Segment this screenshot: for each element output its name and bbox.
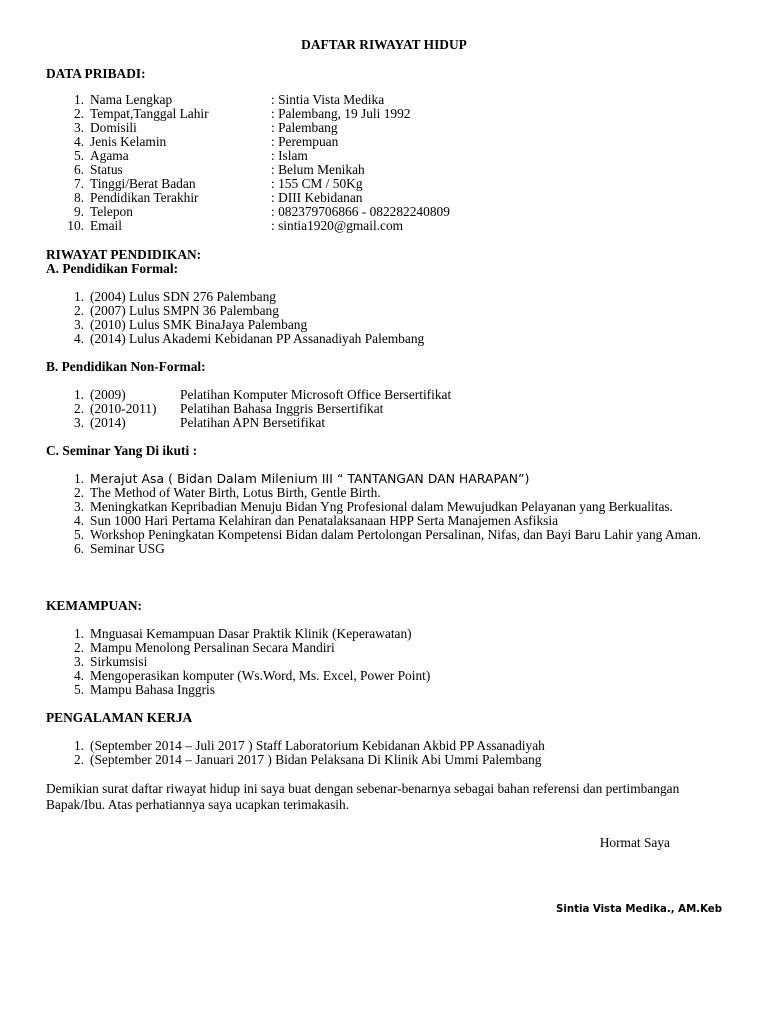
item-number: 3 .: [62, 318, 84, 332]
list-item: [46, 641, 430, 655]
field-label: Domisili: [90, 120, 137, 135]
list-item: [46, 739, 545, 753]
list-item: [46, 655, 430, 669]
item-text: Mampu Bahasa Inggris: [90, 682, 215, 697]
document-title: DAFTAR RIWAYAT HIDUP: [301, 37, 467, 52]
item-text: (2010) Lulus SMK BinaJaya Palembang: [90, 317, 308, 332]
item-number: 7 .: [62, 177, 84, 191]
item-number: 1 .: [62, 388, 84, 402]
item-text: Pelatihan APN Bersetifikat: [180, 415, 326, 430]
item-number: 8 .: [62, 191, 84, 205]
field-label: Pendidikan Terakhir: [90, 190, 199, 205]
formal-education-list: [46, 290, 424, 346]
item-text: Sun 1000 Hari Pertama Kelahiran dan Penatalaksanaan HPP Serta Manajemen Asfiksia: [90, 513, 559, 528]
item-number: 1 .: [62, 739, 84, 753]
pendidikan-formal-heading: A. Pendidikan Formal:: [46, 261, 179, 276]
field-label: Tinggi/Berat Badan: [90, 176, 196, 191]
field-label: Telepon: [90, 204, 133, 219]
field-value: : Palembang, 19 Juli 1992: [271, 106, 411, 121]
list-item: [46, 500, 702, 514]
list-item: [46, 107, 450, 121]
data-pribadi-heading: DATA PRIBADI:: [46, 66, 146, 81]
item-text: (September 2014 – Juli 2017 ) Staff Laboratorium Kebidanan Akbid PP Assanadiyah: [90, 738, 545, 753]
list-item: [46, 753, 545, 767]
item-number: 5 .: [62, 528, 84, 542]
closing-paragraph: Demikian surat daftar riwayat hidup ini saya buat dengan sebenar-benarnya sebagai bahan referensi dan pertimbangan Bapak/Ibu. Atas perhatiannya saya ucapkan terimakasih.: [46, 781, 680, 812]
item-number: 2 .: [62, 641, 84, 655]
item-number: 3 .: [62, 121, 84, 135]
seminar-list: [46, 472, 758, 556]
list-item: [46, 304, 424, 318]
list-item: [46, 121, 450, 135]
item-text: The Method of Water Birth, Lotus Birth, Gentle Birth.: [90, 485, 381, 500]
list-item: [46, 177, 450, 191]
item-number: 4 .: [62, 332, 84, 346]
seminar-heading: C. Seminar Yang Di ikuti :: [46, 443, 198, 458]
item-number: 2 .: [62, 486, 84, 500]
item-text: Mengoperasikan komputer (Ws.Word, Ms. Excel, Power Point): [90, 668, 431, 683]
list-item: [46, 627, 430, 641]
item-year: (2010-2011): [90, 401, 157, 416]
list-item: [46, 528, 758, 542]
hormat-saya: Hormat Saya: [599, 835, 670, 850]
list-item: [46, 472, 758, 486]
item-number: 6 .: [62, 163, 84, 177]
field-value: : Belum Menikah: [271, 162, 365, 177]
riwayat-pendidikan-heading: RIWAYAT PENDIDIKAN:: [46, 247, 202, 262]
pendidikan-nonformal-heading: B. Pendidikan Non-Formal:: [46, 359, 206, 374]
item-text: Workshop Peningkatan Kompetensi Bidan dalam Pertolongan Persalinan, Nifas, dan Bayi Baru Lahir yang Aman.: [90, 527, 702, 542]
list-item: [46, 332, 424, 346]
list-item: [46, 93, 450, 107]
item-text: Merajut Asa ( Bidan Dalam Milenium III “ TANTANGAN DAN HARAPAN”): [90, 472, 530, 486]
list-item: [46, 135, 450, 149]
kemampuan-heading: KEMAMPUAN:: [46, 598, 142, 613]
item-number: 3 .: [62, 500, 84, 514]
item-number: 1 .: [62, 627, 84, 641]
item-number: 4 .: [62, 514, 84, 528]
list-item: [46, 416, 451, 430]
list-item: [46, 669, 430, 683]
list-item: [46, 163, 450, 177]
pengalaman-heading: PENGALAMAN KERJA: [46, 710, 193, 725]
field-value: : sintia1920@gmail.com: [271, 218, 404, 233]
list-item: [46, 219, 450, 233]
field-value: : Perempuan: [271, 134, 339, 149]
list-item: [46, 514, 758, 528]
item-number: 5 .: [62, 683, 84, 697]
list-item: [46, 205, 450, 219]
list-item: [46, 486, 758, 500]
item-text: Pelatihan Komputer Microsoft Office Bersertifikat: [180, 387, 452, 402]
nonformal-education-list: [46, 388, 451, 430]
field-value: : Sintia Vista Medika: [271, 92, 385, 107]
personal-data-list: [46, 93, 450, 233]
experience-list: [46, 739, 545, 767]
item-number: 6 .: [62, 542, 84, 556]
item-number: 5 .: [62, 149, 84, 163]
list-item: [46, 191, 450, 205]
item-text: Seminar USG: [90, 541, 165, 556]
field-label: Status: [90, 162, 123, 177]
field-label: Email: [90, 218, 122, 233]
item-text: (2014) Lulus Akademi Kebidanan PP Assanadiyah Palembang: [90, 331, 425, 346]
field-label: Tempat,Tanggal Lahir: [90, 106, 209, 121]
field-label: Nama Lengkap: [90, 92, 173, 107]
item-number: 2 .: [62, 304, 84, 318]
item-text: Mnguasai Kemampuan Dasar Praktik Klinik (Keperawatan): [90, 626, 412, 641]
field-value: : Islam: [271, 148, 308, 163]
list-item: [46, 388, 451, 402]
item-text: (2007) Lulus SMPN 36 Palembang: [90, 303, 279, 318]
list-item: [46, 683, 430, 697]
list-item: [46, 542, 758, 556]
item-text: Pelatihan Bahasa Inggris Bersertifikat: [180, 401, 384, 416]
item-number: 2 .: [62, 107, 84, 121]
item-number: 2 .: [62, 402, 84, 416]
item-text: Meningkatkan Kepribadian Menuju Bidan Yng Profesional dalam Mewujudkan Pelayanan yang Berkualitas.: [90, 499, 673, 514]
field-label: Agama: [90, 148, 129, 163]
item-number: 1 .: [62, 290, 84, 304]
item-number: 1 .: [62, 93, 84, 107]
list-item: [46, 290, 424, 304]
list-item: [46, 402, 451, 416]
list-item: [46, 149, 450, 163]
list-item: [46, 318, 424, 332]
item-number: 9 .: [62, 205, 84, 219]
item-number: 4 .: [62, 135, 84, 149]
field-value: : Palembang: [271, 120, 338, 135]
field-label: Jenis Kelamin: [90, 134, 167, 149]
field-value: : DIII Kebidanan: [271, 190, 363, 205]
item-number: 10 .: [62, 219, 84, 233]
field-value: : 082379706866 - 082282240809: [271, 204, 450, 219]
item-number: 4 .: [62, 669, 84, 683]
item-year: (2014): [90, 415, 126, 430]
item-text: (2004) Lulus SDN 276 Palembang: [90, 289, 276, 304]
item-text: Sirkumsisi: [90, 654, 148, 669]
item-text: (September 2014 – Januari 2017 ) Bidan Pelaksana Di Klinik Abi Ummi Palembang: [90, 752, 542, 767]
item-text: Mampu Menolong Persalinan Secara Mandiri: [90, 640, 335, 655]
skills-list: [46, 627, 430, 697]
field-value: : 155 CM / 50Kg: [271, 176, 363, 191]
item-number: 3 .: [62, 416, 84, 430]
item-number: 2 .: [62, 753, 84, 767]
signature-name: Sintia Vista Medika., AM.Keb: [556, 904, 722, 915]
item-year: (2009): [90, 387, 126, 402]
item-number: 3 .: [62, 655, 84, 669]
item-number: 1 .: [62, 472, 84, 486]
